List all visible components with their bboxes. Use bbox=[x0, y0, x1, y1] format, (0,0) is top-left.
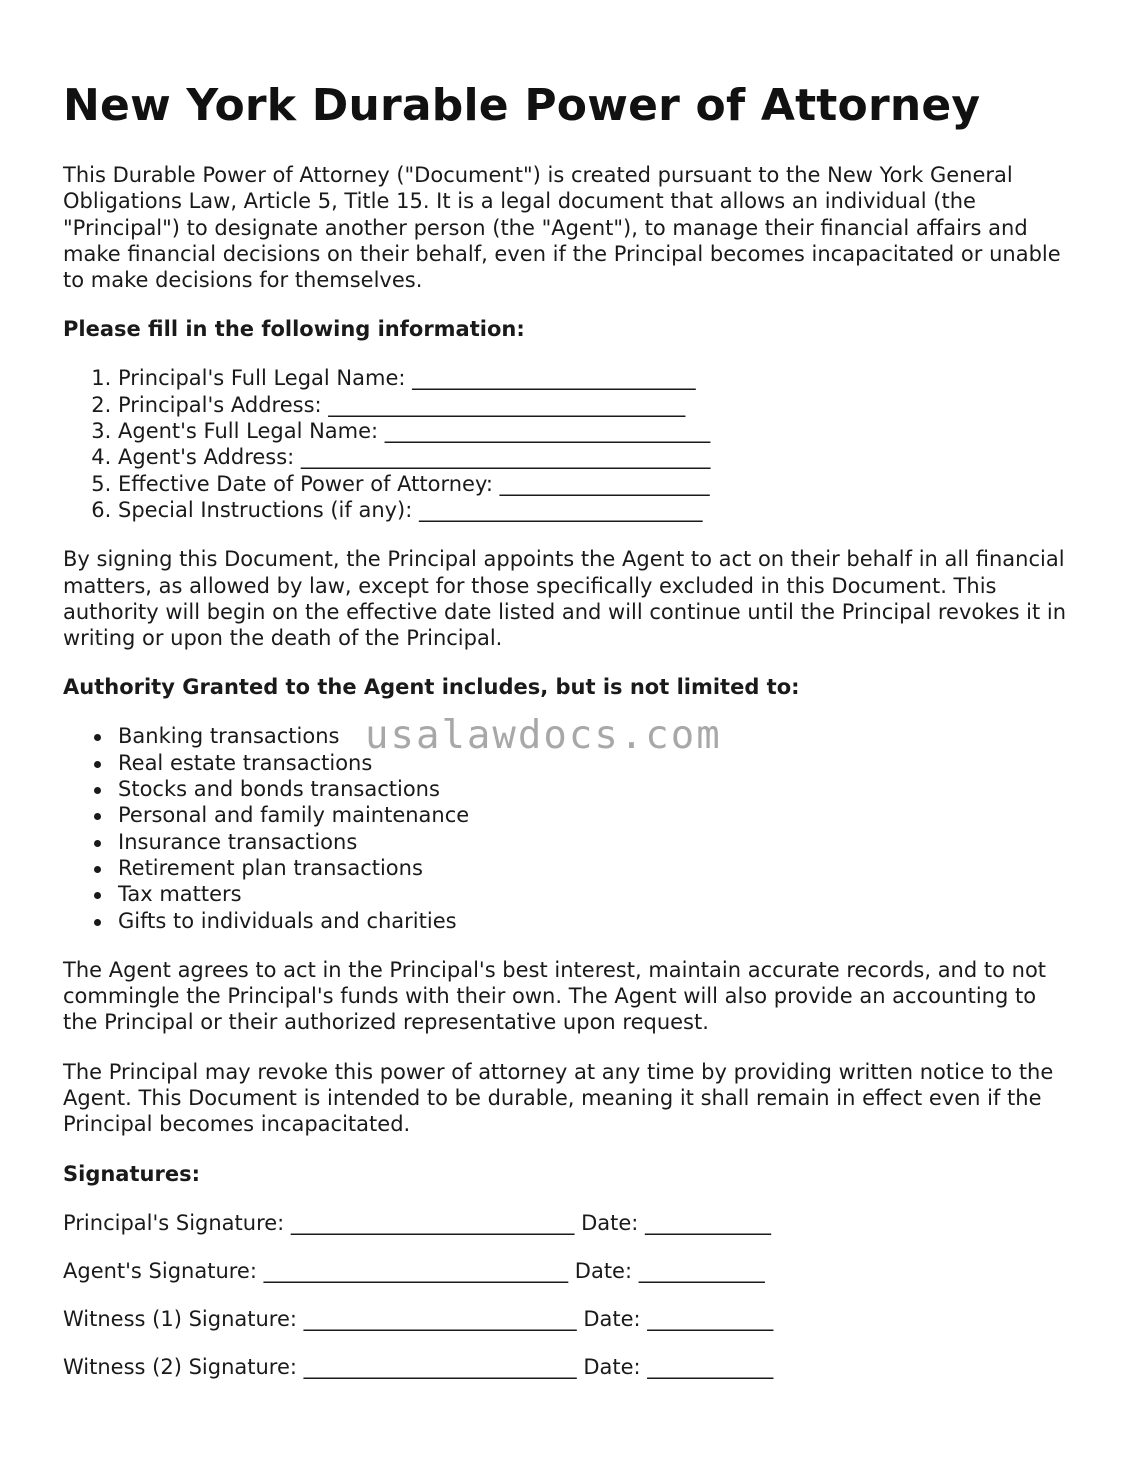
authority-item-label: Stocks and bonds transactions bbox=[118, 777, 440, 802]
field-agent-address: 4. Agent's Address: _______________________________________ bbox=[118, 444, 1073, 470]
principal-signature-line: Principal's Signature: ___________________________ Date: ____________ bbox=[63, 1210, 772, 1235]
information-fields-list bbox=[63, 365, 1073, 523]
authority-item-label: Gifts to individuals and charities bbox=[118, 908, 457, 933]
witness-1-signature-line: Witness (1) Signature: __________________________ Date: ____________ bbox=[63, 1306, 774, 1331]
authority-heading: Authority Granted to the Agent includes, but is not limited to: bbox=[63, 675, 800, 700]
authority-item-label: Real estate transactions bbox=[118, 750, 373, 775]
list-item bbox=[118, 908, 1073, 934]
authority-item-label: Insurance transactions bbox=[118, 829, 358, 854]
authority-item-label: Personal and family maintenance bbox=[118, 803, 470, 828]
bullet-icon bbox=[94, 761, 101, 768]
field-agent-name: 3. Agent's Full Legal Name: _______________________________ bbox=[118, 418, 1073, 444]
revocation-paragraph: The Principal may revoke this power of attorney at any time by providing written notice to the Agent. This Document is intended to be durable, meaning it shall remain in effect even if the Principal becomes incapacitated. bbox=[63, 1059, 1054, 1137]
bullet-icon bbox=[94, 734, 101, 741]
field-special-instructions: 6. Special Instructions (if any): ___________________________ bbox=[118, 497, 1073, 523]
list-item bbox=[118, 881, 1073, 907]
bullet-icon bbox=[94, 866, 101, 873]
field-effective-date: 5. Effective Date of Power of Attorney: ____________________ bbox=[118, 471, 1073, 497]
list-item bbox=[118, 776, 1073, 802]
intro-paragraph: This Durable Power of Attorney ("Document") is created pursuant to the New York General Obligations Law, Article 5, Title 15. It is a legal document that allows an individual (the "Principal") to designate another person (the "Agent"), to manage their financial affairs and make financial decisions on their behalf, even if the Principal becomes incapacitated or unable to make decisions for themselves. bbox=[63, 163, 1061, 293]
list-item bbox=[118, 829, 1073, 855]
bullet-icon bbox=[94, 787, 101, 794]
witness-2-signature-line: Witness (2) Signature: __________________________ Date: ____________ bbox=[63, 1354, 774, 1379]
signatures-heading: Signatures: bbox=[63, 1161, 200, 1186]
agent-duties-paragraph: The Agent agrees to act in the Principal's best interest, maintain accurate records, and to not commingle the Principal's funds with their own. The Agent will also provide an accounting to the Principal or their authorized representative upon request. bbox=[63, 957, 1047, 1035]
document-title: New York Durable Power of Attorney bbox=[63, 80, 981, 131]
authority-item-label: Retirement plan transactions bbox=[118, 855, 423, 880]
fill-in-heading: Please fill in the following information: bbox=[63, 317, 525, 342]
agent-signature-line: Agent's Signature: _____________________________ Date: ____________ bbox=[63, 1258, 765, 1283]
bullet-icon bbox=[94, 840, 101, 847]
bullet-icon bbox=[94, 813, 101, 820]
field-principal-address: 2. Principal's Address: __________________________________ bbox=[118, 392, 1073, 418]
appointment-paragraph: By signing this Document, the Principal appoints the Agent to act on their behalf in all financial matters, as allowed by law, except for those specifically excluded in this Document. This authority will begin on the effective date listed and will continue until the Principal revokes it in writing or upon the death of the Principal. bbox=[63, 547, 1067, 651]
field-principal-name: 1. Principal's Full Legal Name: ___________________________ bbox=[118, 365, 1073, 391]
authority-item-label: Tax matters bbox=[118, 882, 242, 907]
bullet-icon bbox=[94, 919, 101, 926]
list-item bbox=[118, 802, 1073, 828]
watermark: usalawdocs.com bbox=[365, 713, 722, 758]
list-item bbox=[118, 855, 1073, 881]
bullet-icon bbox=[94, 892, 101, 899]
authority-item-label: Banking transactions bbox=[118, 724, 340, 749]
